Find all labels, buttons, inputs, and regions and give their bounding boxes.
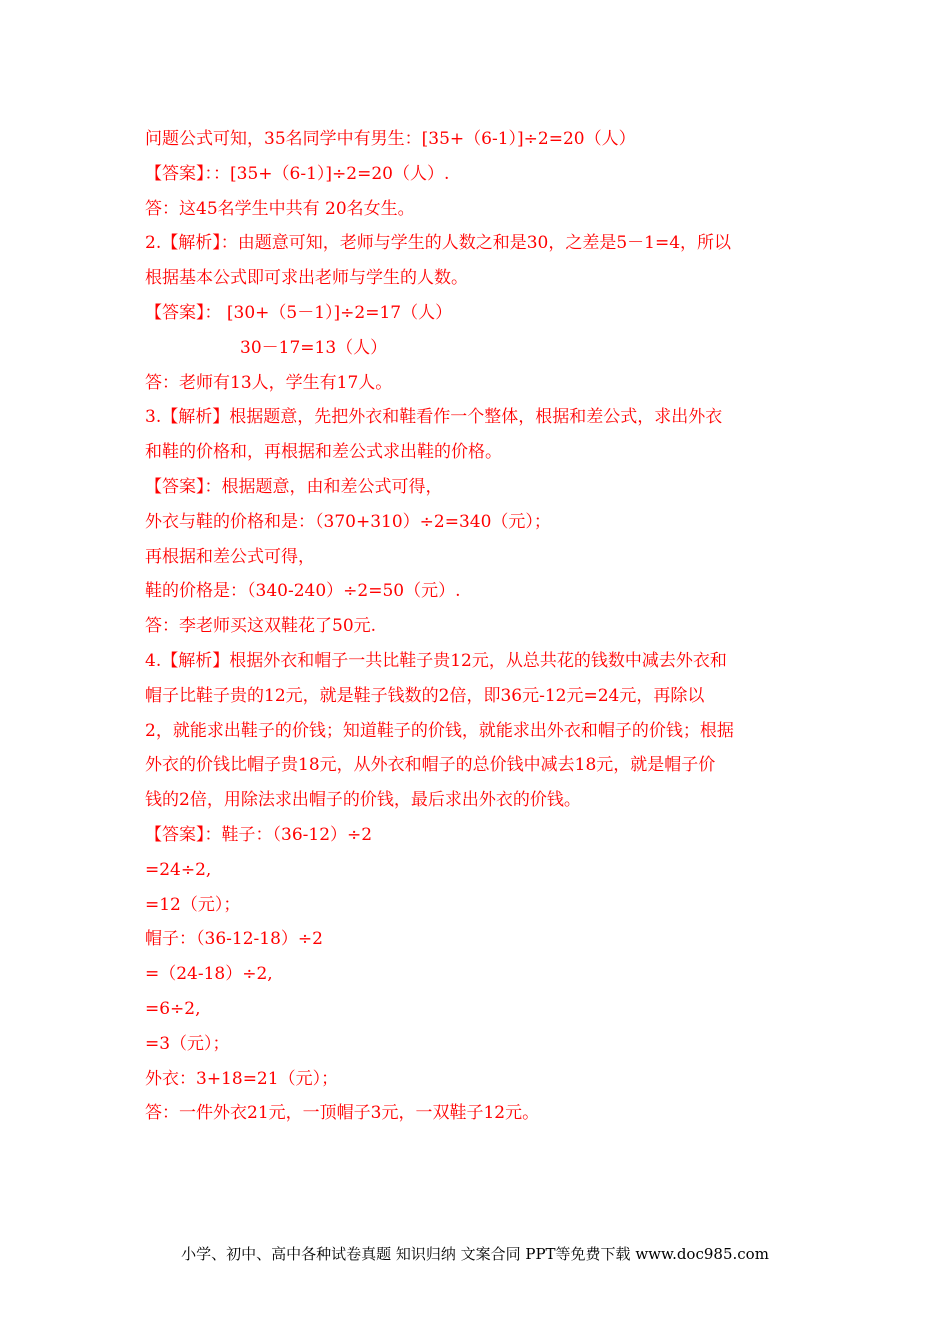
q3-analysis-line: 3.【解析】根据题意，先把外衣和鞋看作一个整体，根据和差公式，求出外衣 <box>145 407 723 428</box>
q3-answer-line: 鞋的价格是：（340-240）÷2=50（元）. <box>145 581 461 602</box>
q4-answer-line: =12（元）； <box>145 894 241 915</box>
answer-content <box>145 122 825 1131</box>
q2-answer-line: 【答案】： [30+（5－1）]÷2=17（人） <box>145 302 453 323</box>
q4-answer-line: 帽子：（36-12-18）÷2 <box>145 929 323 950</box>
answer-line: 【答案】：：[35+（6-1）]÷2=20（人）. <box>145 163 450 184</box>
q3-analysis-line: 和鞋的价格和，再根据和差公式求出鞋的价格。 <box>145 442 502 463</box>
q2-analysis-line: 根据基本公式即可求出老师与学生的人数。 <box>145 268 468 289</box>
q3-reply-line: 答：李老师买这双鞋花了50元. <box>145 616 377 637</box>
q4-answer-line: 外衣：3+18=21（元）； <box>145 1068 339 1089</box>
q4-analysis-line: 帽子比鞋子贵的12元，就是鞋子钱数的2倍，即36元-12元=24元，再除以 <box>145 685 705 706</box>
q3-answer-line: 外衣与鞋的价格和是：（370+310）÷2=340（元）； <box>145 511 551 532</box>
q4-answer-line: =3（元）； <box>145 1033 230 1054</box>
q3-answer-line: 【答案】：根据题意，由和差公式可得， <box>145 476 443 497</box>
q4-analysis-line: 外衣的价钱比帽子贵18元，从外衣和帽子的总价钱中减去18元，就是帽子价 <box>145 755 716 776</box>
q3-answer-line: 再根据和差公式可得， <box>145 546 315 567</box>
reply-line: 答：这45名学生中共有 20名女生。 <box>145 198 415 219</box>
q4-analysis-line: 4.【解析】根据外衣和帽子一共比鞋子贵12元，从总共花的钱数中减去外衣和 <box>145 650 727 671</box>
q4-analysis-line: 钱的2倍，用除法求出帽子的价钱，最后求出外衣的价钱。 <box>145 790 581 811</box>
text-line: 问题公式可知，35名同学中有男生：[35+（6-1）]÷2=20（人） <box>145 129 636 149</box>
q4-analysis-line: 2，就能求出鞋子的价钱；知道鞋子的价钱，就能求出外衣和帽子的价钱；根据 <box>145 720 734 741</box>
q4-answer-line: =6÷2, <box>145 998 201 1019</box>
q2-analysis-line: 2.【解析】：由题意可知，老师与学生的人数之和是30，之差是5－1=4，所以 <box>145 233 732 254</box>
q2-reply-line: 答：老师有13人，学生有17人。 <box>145 372 393 393</box>
page-footer: 小学、初中、高中各种试卷真题 知识归纳 文案合同 PPT等免费下载 www.doc985.com <box>181 1245 769 1263</box>
q2-answer-line: 30－17=13（人） <box>240 337 388 358</box>
q4-answer-line: 【答案】：鞋子：（36-12）÷2 <box>145 824 373 845</box>
q4-answer-line: =（24-18）÷2, <box>145 964 273 985</box>
q4-answer-line: =24÷2, <box>145 859 212 880</box>
q4-reply-line: 答：一件外衣21元，一顶帽子3元，一双鞋子12元。 <box>145 1103 540 1124</box>
